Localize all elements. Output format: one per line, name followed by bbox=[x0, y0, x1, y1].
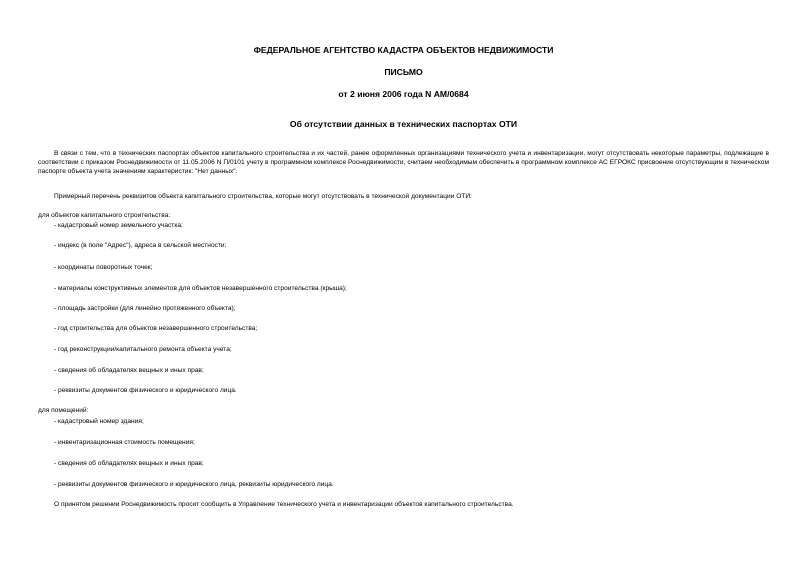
list-item: - материалы конструктивных элементов для объектов незавершенного строительства (крыша); bbox=[54, 285, 347, 292]
list-item: - кадастровый номер земельного участка; bbox=[54, 222, 183, 229]
group1-label: для объектов капитального строительства: bbox=[38, 212, 171, 219]
list-intro-paragraph: Примерный перечень реквизитов объекта капитального строительства, которые могут отсутствовать в технической документации ОТИ: bbox=[54, 193, 472, 200]
list-item: - индекс (в поле "Адрес"), адреса в сельской местности; bbox=[54, 242, 227, 249]
group2-label: для помещений: bbox=[38, 407, 89, 414]
intro-paragraph: В связи с тем, что в технических паспортах объектов капитального строительства и их частей, ранее оформленных организациями технического учета и инвентаризации, могут отсутствовать некоторые параметры, подлежащие в соответствии с приказом Роснедвижимости от 11.05.2006 N П/0101 учету в программном комплексе Роснедвижимости, считаем необходимым обеспечить в программном комплексе АС ЕГРОКС присвоение отсутствующим в техническом паспорте объекта учета значениям характеристик: "Нет данных". bbox=[38, 150, 769, 176]
list-item: - год реконструкции/капитального ремонта объекта учета; bbox=[54, 346, 232, 353]
list-item: - сведения об обладателях вещных и иных прав; bbox=[54, 367, 204, 374]
document-type: ПИСЬМО bbox=[384, 67, 423, 77]
list-item: - реквизиты документов физического и юридического лица. bbox=[54, 387, 237, 394]
list-item: - координаты поворотных точек; bbox=[54, 264, 153, 271]
list-item: - год строительства для объектов незавершенного строительства; bbox=[54, 325, 258, 332]
list-item: - площадь застройки (для линейно протяженного объекта); bbox=[54, 305, 236, 312]
agency-name: ФЕДЕРАЛЬНОЕ АГЕНТСТВО КАДАСТРА ОБЪЕКТОВ НЕДВИЖИМОСТИ bbox=[253, 45, 554, 55]
list-item: - реквизиты документов физического и юридического лица, реквизиты юридического лица. bbox=[54, 481, 334, 488]
document-title: Об отсутствии данных в технических паспортах ОТИ bbox=[289, 119, 518, 129]
list-item: - кадастровый номер здания; bbox=[54, 418, 144, 425]
closing-paragraph: О принятом решении Роснедвижимость просит сообщить в Управление технического учета и инвентаризации объектов капитального строительства. bbox=[54, 501, 514, 508]
list-item: - инвентаризационная стоимость помещения; bbox=[54, 439, 195, 446]
document-date: от 2 июня 2006 года N АМ/0684 bbox=[338, 89, 469, 99]
list-item: - сведения об обладателях вещных и иных прав; bbox=[54, 460, 204, 467]
